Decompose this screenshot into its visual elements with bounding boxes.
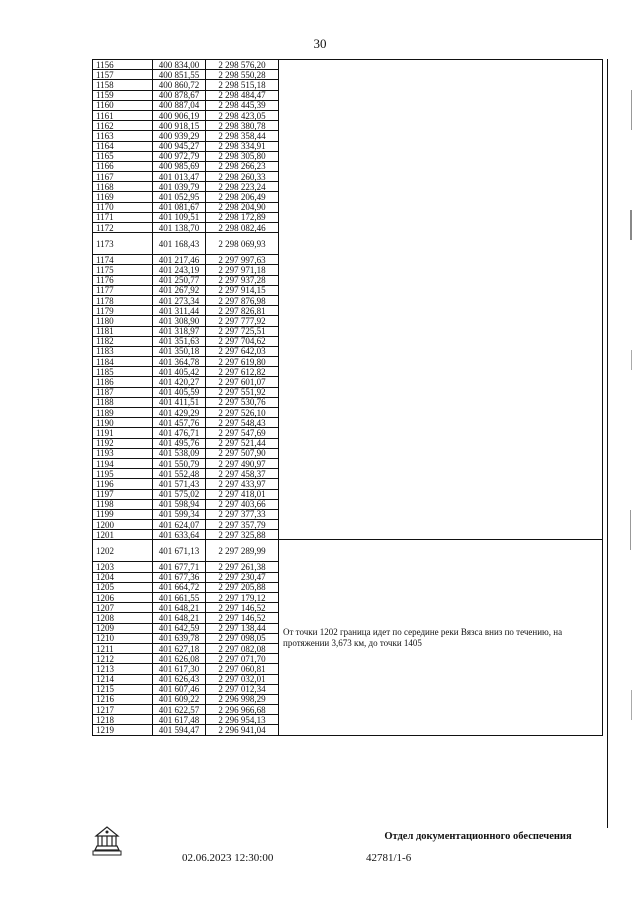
coord-x: 401 571,43 <box>153 479 206 489</box>
point-number: 1188 <box>93 397 153 407</box>
point-number: 1190 <box>93 418 153 428</box>
coord-x: 401 318,97 <box>153 326 206 336</box>
point-number: 1173 <box>93 233 153 255</box>
coord-y: 2 297 071,70 <box>206 654 279 664</box>
coord-y: 2 297 458,37 <box>206 469 279 479</box>
point-number: 1217 <box>93 705 153 715</box>
coord-x: 400 851,55 <box>153 70 206 80</box>
table-row <box>93 540 603 562</box>
point-number: 1182 <box>93 336 153 346</box>
point-number: 1162 <box>93 121 153 131</box>
point-number: 1174 <box>93 255 153 265</box>
coord-y: 2 298 266,23 <box>206 161 279 171</box>
point-number: 1218 <box>93 715 153 725</box>
point-number: 1208 <box>93 613 153 623</box>
point-number: 1207 <box>93 603 153 613</box>
coord-y: 2 297 138,44 <box>206 623 279 633</box>
coord-y: 2 297 548,43 <box>206 418 279 428</box>
coord-x: 401 013,47 <box>153 172 206 182</box>
coord-x: 401 267,92 <box>153 285 206 295</box>
coord-x: 401 405,59 <box>153 387 206 397</box>
coord-x: 401 081,67 <box>153 202 206 212</box>
point-number: 1177 <box>93 285 153 295</box>
point-number: 1197 <box>93 489 153 499</box>
coord-y: 2 298 484,47 <box>206 90 279 100</box>
coord-x: 401 599,34 <box>153 509 206 519</box>
point-number: 1209 <box>93 623 153 633</box>
point-number: 1168 <box>93 182 153 192</box>
coord-x: 401 311,44 <box>153 306 206 316</box>
coord-x: 401 552,48 <box>153 469 206 479</box>
coord-x: 401 168,43 <box>153 233 206 255</box>
emblem-icon <box>90 820 124 858</box>
point-number: 1195 <box>93 469 153 479</box>
coord-y: 2 297 642,03 <box>206 346 279 356</box>
coord-x: 401 039,79 <box>153 182 206 192</box>
point-number: 1156 <box>93 60 153 70</box>
table-row <box>93 60 603 70</box>
description-cell <box>279 540 603 735</box>
footer-date: 02.06.2023 12:30:00 <box>182 852 274 864</box>
coord-y: 2 298 515,18 <box>206 80 279 90</box>
coord-x: 400 945,27 <box>153 141 206 151</box>
coord-y: 2 298 576,20 <box>206 60 279 70</box>
coord-x: 401 495,76 <box>153 438 206 448</box>
coord-x: 401 626,43 <box>153 674 206 684</box>
coord-y: 2 298 223,24 <box>206 182 279 192</box>
coord-y: 2 297 357,79 <box>206 520 279 530</box>
footer-document-number: 42781/1-6 <box>366 852 412 864</box>
coord-y: 2 298 445,39 <box>206 100 279 110</box>
coord-y: 2 297 971,18 <box>206 265 279 275</box>
coord-y: 2 297 261,38 <box>206 562 279 572</box>
coord-x: 401 627,18 <box>153 643 206 653</box>
coord-x: 401 633,64 <box>153 530 206 540</box>
coord-x: 401 624,07 <box>153 520 206 530</box>
point-number: 1179 <box>93 306 153 316</box>
point-number: 1193 <box>93 448 153 458</box>
coord-y: 2 297 551,92 <box>206 387 279 397</box>
coord-x: 401 607,46 <box>153 684 206 694</box>
point-number: 1157 <box>93 70 153 80</box>
coord-x: 401 250,77 <box>153 275 206 285</box>
coord-y: 2 297 032,01 <box>206 674 279 684</box>
point-number: 1200 <box>93 520 153 530</box>
point-number: 1176 <box>93 275 153 285</box>
coord-y: 2 297 826,81 <box>206 306 279 316</box>
coord-y: 2 297 012,34 <box>206 684 279 694</box>
point-number: 1159 <box>93 90 153 100</box>
coord-x: 401 609,22 <box>153 694 206 704</box>
coord-x: 400 918,15 <box>153 121 206 131</box>
point-number: 1165 <box>93 151 153 161</box>
point-number: 1161 <box>93 110 153 120</box>
coord-x: 401 420,27 <box>153 377 206 387</box>
coord-y: 2 297 403,66 <box>206 499 279 509</box>
coord-x: 401 138,70 <box>153 223 206 233</box>
coord-x: 401 476,71 <box>153 428 206 438</box>
table-right-border <box>607 59 608 828</box>
coord-x: 401 429,29 <box>153 408 206 418</box>
coord-y: 2 297 601,07 <box>206 377 279 387</box>
point-number: 1212 <box>93 654 153 664</box>
coord-x: 401 405,42 <box>153 367 206 377</box>
point-number: 1203 <box>93 562 153 572</box>
coord-y: 2 298 260,33 <box>206 172 279 182</box>
coord-x: 401 351,63 <box>153 336 206 346</box>
point-number: 1181 <box>93 326 153 336</box>
point-number: 1199 <box>93 509 153 519</box>
coord-x: 400 887,04 <box>153 100 206 110</box>
coord-y: 2 298 305,80 <box>206 151 279 161</box>
coord-y: 2 297 418,01 <box>206 489 279 499</box>
coord-y: 2 297 619,80 <box>206 357 279 367</box>
description-cell-empty <box>279 60 603 540</box>
coord-y: 2 298 069,93 <box>206 233 279 255</box>
point-number: 1180 <box>93 316 153 326</box>
point-number: 1215 <box>93 684 153 694</box>
coord-y: 2 298 380,78 <box>206 121 279 131</box>
point-number: 1158 <box>93 80 153 90</box>
point-number: 1171 <box>93 212 153 222</box>
coord-x: 401 411,51 <box>153 397 206 407</box>
point-number: 1183 <box>93 346 153 356</box>
point-number: 1172 <box>93 223 153 233</box>
point-number: 1204 <box>93 572 153 582</box>
coord-y: 2 297 146,52 <box>206 603 279 613</box>
coord-y: 2 298 423,05 <box>206 110 279 120</box>
coord-x: 400 834,00 <box>153 60 206 70</box>
point-number: 1167 <box>93 172 153 182</box>
point-number: 1210 <box>93 633 153 643</box>
point-number: 1166 <box>93 161 153 171</box>
coord-x: 401 109,51 <box>153 212 206 222</box>
coord-y: 2 297 526,10 <box>206 408 279 418</box>
point-number: 1216 <box>93 694 153 704</box>
coord-x: 401 626,08 <box>153 654 206 664</box>
point-number: 1194 <box>93 458 153 468</box>
point-number: 1186 <box>93 377 153 387</box>
coord-x: 400 860,72 <box>153 80 206 90</box>
scan-edge-marks <box>628 90 638 810</box>
coord-y: 2 298 204,90 <box>206 202 279 212</box>
coord-x: 401 308,90 <box>153 316 206 326</box>
coord-x: 400 939,29 <box>153 131 206 141</box>
coord-x: 401 538,09 <box>153 448 206 458</box>
coord-x: 401 617,30 <box>153 664 206 674</box>
coord-x: 401 457,76 <box>153 418 206 428</box>
coord-x: 401 664,72 <box>153 582 206 592</box>
coord-y: 2 296 954,13 <box>206 715 279 725</box>
coord-y: 2 297 937,28 <box>206 275 279 285</box>
coord-y: 2 297 704,62 <box>206 336 279 346</box>
coord-x: 401 677,71 <box>153 562 206 572</box>
coord-y: 2 297 547,69 <box>206 428 279 438</box>
coord-y: 2 297 289,99 <box>206 540 279 562</box>
coord-x: 401 617,48 <box>153 715 206 725</box>
coord-x: 401 598,94 <box>153 499 206 509</box>
point-number: 1191 <box>93 428 153 438</box>
coord-y: 2 298 082,46 <box>206 223 279 233</box>
coord-x: 401 350,18 <box>153 346 206 356</box>
coord-x: 401 677,36 <box>153 572 206 582</box>
coord-x: 401 575,02 <box>153 489 206 499</box>
coord-x: 401 550,79 <box>153 458 206 468</box>
coord-y: 2 296 998,29 <box>206 694 279 704</box>
coord-y: 2 298 550,28 <box>206 70 279 80</box>
coord-x: 401 648,21 <box>153 603 206 613</box>
point-number: 1214 <box>93 674 153 684</box>
coord-y: 2 297 179,12 <box>206 593 279 603</box>
coord-y: 2 297 876,98 <box>206 295 279 305</box>
coord-y: 2 297 914,15 <box>206 285 279 295</box>
coord-y: 2 297 146,52 <box>206 613 279 623</box>
coord-y: 2 298 358,44 <box>206 131 279 141</box>
coord-y: 2 297 507,90 <box>206 448 279 458</box>
point-number: 1185 <box>93 367 153 377</box>
coord-x: 400 878,67 <box>153 90 206 100</box>
point-number: 1169 <box>93 192 153 202</box>
coord-x: 401 639,78 <box>153 633 206 643</box>
coord-y: 2 297 725,51 <box>206 326 279 336</box>
coord-y: 2 297 433,97 <box>206 479 279 489</box>
coord-x: 400 906,19 <box>153 110 206 120</box>
coord-y: 2 297 612,82 <box>206 367 279 377</box>
coordinates-table <box>92 59 603 736</box>
coord-y: 2 297 997,63 <box>206 255 279 265</box>
point-number: 1198 <box>93 499 153 509</box>
point-number: 1205 <box>93 582 153 592</box>
point-number: 1178 <box>93 295 153 305</box>
department-stamp: Отдел документационного обеспечения <box>384 831 572 842</box>
coord-x: 401 364,78 <box>153 357 206 367</box>
point-number: 1219 <box>93 725 153 735</box>
coord-x: 401 217,46 <box>153 255 206 265</box>
coord-y: 2 297 777,92 <box>206 316 279 326</box>
coord-y: 2 297 205,88 <box>206 582 279 592</box>
coord-x: 401 052,95 <box>153 192 206 202</box>
coord-x: 401 594,47 <box>153 725 206 735</box>
point-number: 1184 <box>93 357 153 367</box>
point-number: 1175 <box>93 265 153 275</box>
point-number: 1189 <box>93 408 153 418</box>
point-number: 1196 <box>93 479 153 489</box>
coord-y: 2 297 377,33 <box>206 509 279 519</box>
coord-x: 401 661,55 <box>153 593 206 603</box>
coord-y: 2 297 325,88 <box>206 530 279 540</box>
page-number: 30 <box>313 36 327 51</box>
coord-y: 2 297 082,08 <box>206 643 279 653</box>
coord-x: 401 671,13 <box>153 540 206 562</box>
coord-y: 2 296 966,68 <box>206 705 279 715</box>
point-number: 1211 <box>93 643 153 653</box>
point-number: 1163 <box>93 131 153 141</box>
point-number: 1164 <box>93 141 153 151</box>
point-number: 1170 <box>93 202 153 212</box>
coord-x: 400 972,79 <box>153 151 206 161</box>
point-number: 1160 <box>93 100 153 110</box>
coord-x: 401 642,59 <box>153 623 206 633</box>
coord-y: 2 297 530,76 <box>206 397 279 407</box>
coord-y: 2 298 334,91 <box>206 141 279 151</box>
coord-y: 2 297 521,44 <box>206 438 279 448</box>
coord-x: 400 985,69 <box>153 161 206 171</box>
coord-y: 2 297 490,97 <box>206 458 279 468</box>
point-number: 1192 <box>93 438 153 448</box>
point-number: 1201 <box>93 530 153 540</box>
coord-y: 2 297 098,05 <box>206 633 279 643</box>
coord-y: 2 298 206,49 <box>206 192 279 202</box>
coord-y: 2 297 060,81 <box>206 664 279 674</box>
boundary-description: От точки 1202 граница идет по середине реки Вязса вниз по течению, на протяжении 3,673 км, до точки 1405 <box>283 626 563 648</box>
point-number: 1206 <box>93 593 153 603</box>
coord-y: 2 296 941,04 <box>206 725 279 735</box>
coord-x: 401 622,57 <box>153 705 206 715</box>
point-number: 1213 <box>93 664 153 674</box>
coord-x: 401 648,21 <box>153 613 206 623</box>
point-number: 1187 <box>93 387 153 397</box>
coord-x: 401 243,19 <box>153 265 206 275</box>
coord-y: 2 298 172,89 <box>206 212 279 222</box>
coord-x: 401 273,34 <box>153 295 206 305</box>
point-number: 1202 <box>93 540 153 562</box>
coord-y: 2 297 230,47 <box>206 572 279 582</box>
